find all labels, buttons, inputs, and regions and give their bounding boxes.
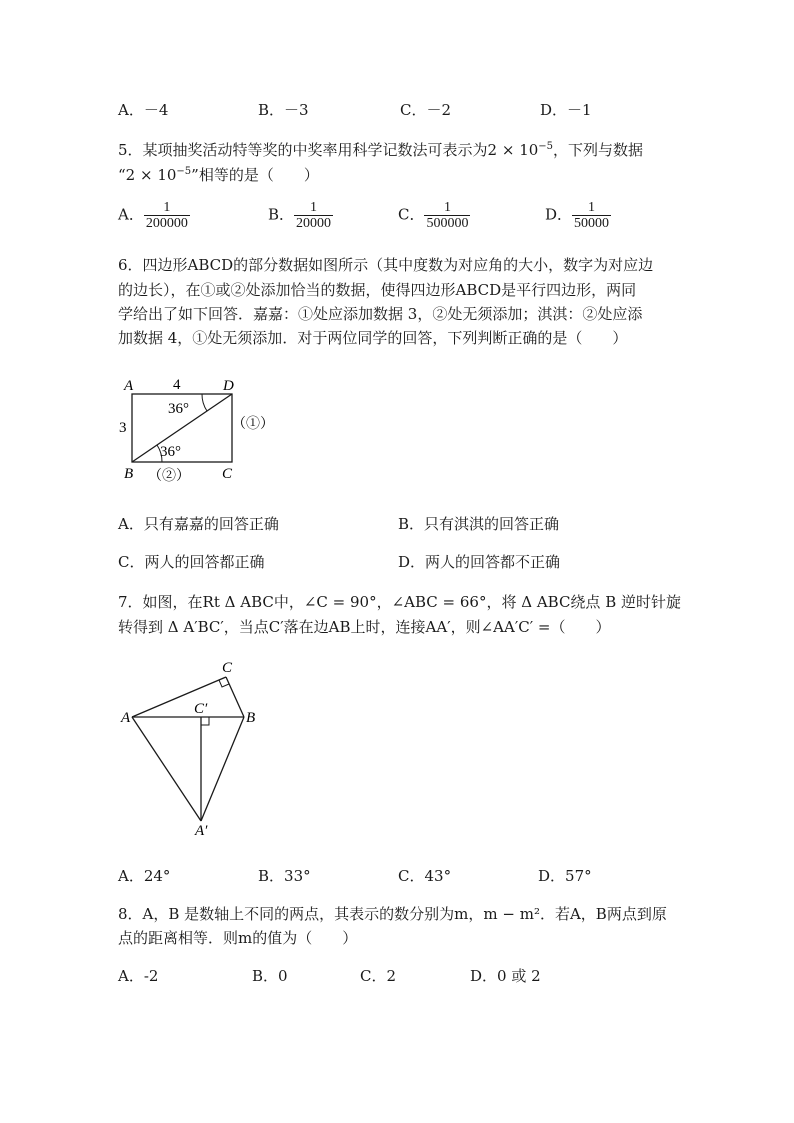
q4-option-d: D．－1: [540, 101, 592, 119]
q5-stem-text-end: ，下列与数据: [553, 141, 644, 159]
q4-option-c: C．－2: [400, 101, 452, 119]
label-a: A: [121, 710, 131, 726]
label-slot-1: （①）: [232, 417, 274, 432]
label-angle-d: 36°: [168, 401, 189, 417]
q5-stem-line1: [118, 137, 643, 160]
q7-option-b: B．33°: [258, 867, 311, 885]
q5-option-b: B． $\frac{1}{20000}$: [268, 200, 332, 231]
right-angle-mark-c2: [201, 717, 209, 725]
q5-sci-notation: $2 \times 10^{-5}$: [487, 141, 554, 159]
q8-stem-line2: 点的距离相等．则m的值为（ ）: [118, 929, 358, 947]
q5-option-d: D． $\frac{1}{50000}$: [545, 200, 610, 231]
q7-stem-line1: 7．如图，在Rt Δ ABC中，∠C = 90°，∠ABC = 66°，将 Δ ABC绕点 B 逆时针旋: [118, 593, 681, 611]
fraction: $\frac{1}{200000}$: [145, 200, 188, 231]
q6-stem-line4: 加数据 4，①处无须添加．对于两位同学的回答，下列判断正确的是（ ）: [118, 329, 628, 347]
label-c: C: [222, 660, 233, 676]
q5-option-c: C． $\frac{1}{500000}$: [398, 200, 469, 231]
q5-sci-notation-quoted: $2 \times 10^{-5}$: [125, 166, 192, 184]
q7-option-a: A．24°: [118, 867, 171, 885]
fraction: $\frac{1}{50000}$: [574, 200, 610, 231]
segment-ac: [132, 677, 226, 717]
q8-option-a: A．-2: [118, 967, 159, 985]
label-a-prime: A′: [195, 823, 208, 839]
q4-option-b: B．－3: [258, 101, 309, 119]
q4-option-a: A．－4: [118, 101, 169, 119]
q6-option-c: C．两人的回答都正确: [118, 553, 265, 571]
label-angle-b: 36°: [160, 444, 181, 460]
q5-stem-text: 5．某项抽奖活动特等奖的中奖率用科学记数法可表示为: [118, 141, 488, 159]
q6-stem-line3: 学给出了如下回答．嘉嘉：①处应添加数据 3，②处无须添加；淇淇：②处应添: [118, 305, 643, 323]
q6-option-a: A．只有嘉嘉的回答正确: [118, 515, 279, 533]
fraction: $\frac{1}{20000}$: [296, 200, 332, 231]
q5-option-a: A． $\frac{1}{200000}$: [118, 200, 188, 231]
q6-stem-line1: 6．四边形ABCD的部分数据如图所示（其中度数为对应角的大小，数字为对应边: [118, 256, 654, 274]
q5-stem-line2: “$2 \times 10^{-5}$”相等的是（ ）: [118, 166, 319, 184]
fraction: $\frac{1}{500000}$: [426, 200, 469, 231]
segment-cb: [226, 677, 244, 717]
label-a: A: [124, 378, 134, 394]
label-b: B: [124, 466, 134, 482]
q6-stem-line2: 的边长），在①或②处添加恰当的数据，使得四边形ABCD是平行四边形，两同: [118, 281, 637, 299]
q7-option-d: D．57°: [538, 867, 592, 885]
segment-a2b: [201, 717, 244, 821]
q6-option-b: B．只有淇淇的回答正确: [398, 515, 560, 533]
q7-stem-line2: 转得到 Δ A′BC′，当点C′落在边AB上时，连接AA′，则∠AA′C′ =（ ）: [118, 618, 611, 636]
label-d: D: [223, 378, 234, 394]
q7-option-c: C．43°: [398, 867, 452, 885]
q7-rotation-figure: [112, 655, 272, 845]
q8-option-b: B．0: [252, 967, 288, 985]
label-side-ad: 4: [173, 377, 181, 393]
q8-stem-line1: 8．A，B 是数轴上不同的两点，其表示的数分别为m，m − m²．若A，B两点到原: [118, 905, 667, 923]
label-side-ab: 3: [119, 420, 127, 436]
label-b: B: [246, 710, 256, 726]
q8-option-d: D．0 或 2: [470, 967, 541, 985]
q8-option-c: C．2: [360, 967, 397, 985]
label-slot-2: （②）: [148, 469, 190, 484]
segment-aa2: [132, 717, 201, 821]
angle-arc-d: [202, 394, 207, 411]
q6-option-d: D．两人的回答都不正确: [398, 553, 561, 571]
label-c: C: [222, 466, 233, 482]
q6-quadrilateral-figure: [110, 370, 280, 485]
label-c-prime: C′: [194, 701, 208, 717]
